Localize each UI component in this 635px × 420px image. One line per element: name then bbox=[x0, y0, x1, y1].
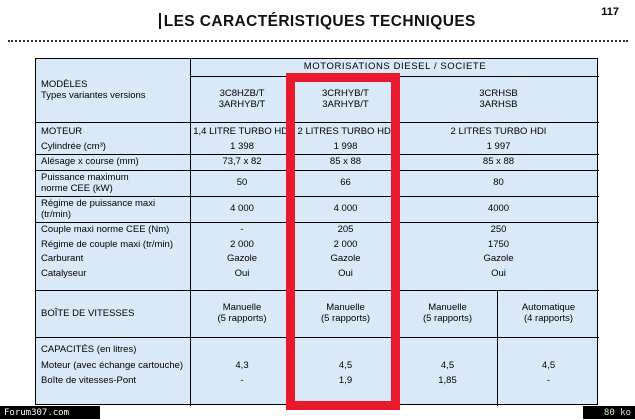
table-header-cell: MOTORISATIONS DIESEL / SOCIETE bbox=[191, 59, 599, 77]
capacity-value: 4,5 bbox=[541, 360, 556, 372]
empty-cell bbox=[294, 338, 398, 358]
capacity-value: 4,3 bbox=[191, 358, 294, 375]
spec-value: Oui bbox=[491, 268, 506, 280]
capacity-value: 4,5 bbox=[294, 358, 398, 375]
file-size-label: 80 ko bbox=[583, 406, 635, 419]
dotted-divider bbox=[8, 40, 628, 42]
empty-cell bbox=[191, 338, 294, 358]
empty-cell bbox=[398, 338, 498, 358]
gearbox-value: Automatique (4 rapports) bbox=[498, 291, 599, 338]
spec-value: 1 998 bbox=[294, 141, 398, 155]
spec-label: Carburant bbox=[36, 252, 191, 267]
model-codes-col1: 3C8HZB/T 3ARHYB/T bbox=[191, 77, 294, 123]
spec-value: 1 997 bbox=[398, 141, 599, 155]
spec-value: 1 398 bbox=[191, 141, 294, 155]
spec-value: 4000 bbox=[398, 197, 599, 223]
gearbox-value: Manuelle (5 rapports) bbox=[398, 291, 498, 338]
spec-value: Gazole bbox=[294, 252, 398, 267]
model-codes-col3: 3CRHSB 3ARHSB bbox=[398, 77, 599, 123]
spec-value: 205 bbox=[294, 223, 398, 238]
capacity-value: - bbox=[191, 375, 294, 406]
spec-value: 4 000 bbox=[294, 197, 398, 223]
spec-value: 80 bbox=[398, 171, 599, 197]
capacity-value: - bbox=[546, 375, 551, 386]
spec-value: - bbox=[191, 223, 294, 238]
spec-label: Alésage x course (mm) bbox=[36, 155, 191, 171]
spec-table bbox=[35, 58, 598, 405]
gearbox-value: Manuelle (5 rapports) bbox=[191, 291, 294, 338]
spec-value: 66 bbox=[294, 171, 398, 197]
capacity-label: Moteur (avec échange cartouche) bbox=[36, 358, 191, 375]
spec-value: 4 000 bbox=[191, 197, 294, 223]
spacer-cell bbox=[36, 282, 191, 291]
gearbox-value: Manuelle (5 rapports) bbox=[294, 291, 398, 338]
spec-label: Cylindrée (cm³) bbox=[36, 141, 191, 155]
spec-value: 85 x 88 bbox=[294, 155, 398, 171]
models-label-cell: MODÈLES Types variantes versions bbox=[36, 59, 191, 123]
spec-label: Régime de couple maxi (tr/min) bbox=[36, 238, 191, 252]
spec-value: 73,7 x 82 bbox=[191, 155, 294, 171]
spec-label: Régime de puissance maxi (tr/min) bbox=[36, 197, 191, 223]
gearbox-label: BOÎTE DE VITESSES bbox=[36, 291, 191, 338]
spec-label: Catalyseur bbox=[36, 267, 191, 282]
spec-value: 1750 bbox=[487, 238, 510, 250]
page-title-text: LES CARACTÉRISTIQUES TECHNIQUES bbox=[163, 13, 476, 30]
watermark-site-label: Forum307.com bbox=[0, 406, 100, 419]
spec-value: 2 LITRES TURBO HDI bbox=[450, 125, 547, 137]
spacer-cell bbox=[191, 282, 599, 291]
spec-value: 250 bbox=[490, 224, 507, 236]
spec-value: Oui bbox=[191, 267, 294, 282]
empty-cell bbox=[498, 338, 599, 358]
spec-value: 1,4 LITRE TURBO HDI bbox=[191, 123, 294, 141]
model-codes-col2: 3CRHYB/T 3ARHYB/T bbox=[294, 77, 398, 123]
spec-value: 85 x 88 bbox=[398, 155, 599, 171]
spec-value: 2 000 bbox=[294, 238, 398, 252]
spec-value: 50 bbox=[191, 171, 294, 197]
spec-value: 2 000 bbox=[191, 238, 294, 252]
spec-label: Puissance maximum norme CEE (kW) bbox=[36, 171, 191, 197]
spec-label: Couple maxi norme CEE (Nm) bbox=[36, 223, 191, 238]
title-cursor-mark bbox=[159, 13, 161, 29]
spec-label: MOTEUR bbox=[36, 123, 191, 141]
capacity-label: Boîte de vitesses-Pont bbox=[36, 375, 191, 406]
capacity-value: 1,85 bbox=[398, 375, 498, 406]
spec-value: Gazole bbox=[483, 253, 514, 265]
page-number: 117 bbox=[601, 6, 619, 18]
page-title bbox=[0, 13, 635, 31]
capacities-title: CAPACITÉS (en litres) bbox=[36, 338, 191, 358]
spec-value: Oui bbox=[294, 267, 398, 282]
capacity-value: 4,5 bbox=[398, 358, 498, 375]
capacity-value: 1,9 bbox=[294, 375, 398, 406]
spec-value: Gazole bbox=[191, 252, 294, 267]
spec-value: 2 LITRES TURBO HDI bbox=[294, 123, 398, 141]
